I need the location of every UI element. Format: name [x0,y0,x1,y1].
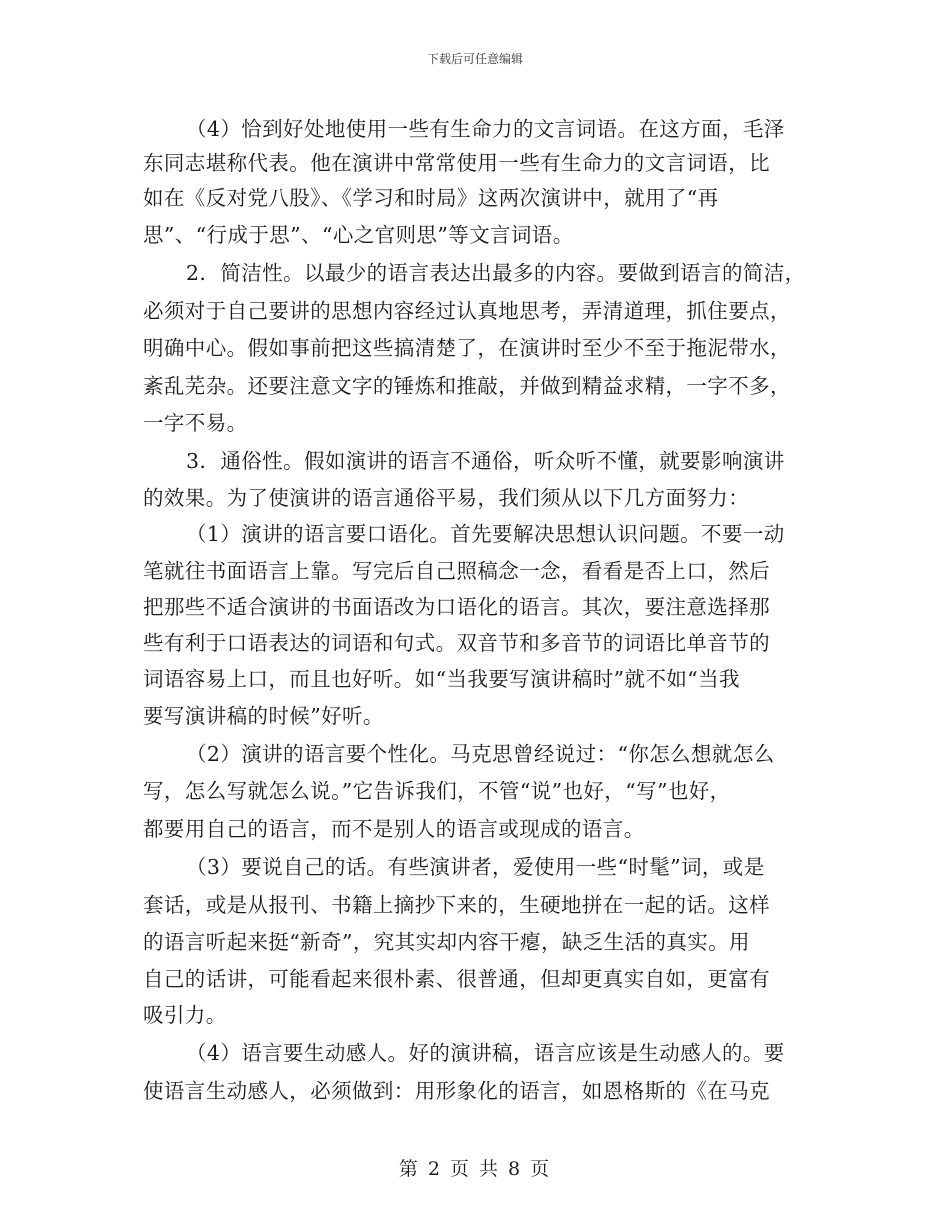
text-line: （4）语言要生动感人。好的演讲稿，语言应该是生动感人的。要 [186,1041,785,1065]
text-line: 写，怎么写就怎么说。”它告诉我们，不管“说”也好，“写”也好， [143,779,731,803]
text-line: 词语容易上口，而且也好听。如“当我要写演讲稿时”就不如“当我 [143,667,740,691]
text-line: 的效果。为了使演讲的语言通俗平易，我们须从以下几方面努力： [143,486,750,510]
text-line: 些有利于口语表达的词语和句式。双音节和多音节的词语比单音节的 [143,631,770,655]
text-line: 一字不易。 [143,411,248,435]
text-line: 自己的话讲，可能看起来很朴素、很普通，但却更真实自如，更富有 [143,967,770,991]
text-line: 吸引力。 [143,1003,227,1027]
text-line: 套话，或是从报刊、书籍上摘抄下来的，生硬地拼在一起的话。这样 [143,893,770,917]
text-line: 都要用自己的语言，而不是别人的语言或现成的语言。 [143,817,645,841]
text-line: 紊乱芜杂。还要注意文字的锤炼和推敲，并做到精益求精，一字不多， [143,374,791,398]
text-line: 明确中心。假如事前把这些搞清楚了，在演讲时至少不至于拖泥带水， [143,336,791,360]
text-line: 思”、“行成于思”、“心之官则思”等文言词语。 [143,223,574,247]
text-line: 东同志堪称代表。他在演讲中常常使用一些有生命力的文言词语，比 [143,151,770,175]
text-line: （1）演讲的语言要口语化。首先要解决思想认识问题。不要一动 [186,522,785,546]
text-line: 2．简洁性。以最少的语言表达出最多的内容。要做到语言的简洁， [186,261,806,285]
text-line: （2）演讲的语言要个性化。马克思曾经说过：“你怎么想就怎么 [186,742,775,766]
text-line: 笔就往书面语言上靠。写完后自己照稿念一念，看看是否上口，然后 [143,559,770,583]
text-line: 要写演讲稿的时候”好听。 [143,704,384,728]
text-line: 3．通俗性。假如演讲的语言不通俗，听众听不懂，就要影响演讲 [186,449,785,473]
page-header: 下载后可任意编辑 [426,52,523,66]
text-line: （3）要说自己的话。有些演讲者，爱使用一些“时髦”词，或是 [186,855,765,879]
text-line: 把那些不适合演讲的书面语改为口语化的语言。其次，要注意选择那 [143,595,770,619]
page-footer: 第 2 页 共 8 页 [398,1158,552,1180]
text-line: 必须对于自己要讲的思想内容经过认真地思考，弄清道理，抓住要点， [143,299,791,323]
text-line: 使语言生动感人，必须做到：用形象化的语言，如恩格斯的《在马克 [143,1079,770,1103]
text-line: 的语言听起来挺“新奇”，究其实却内容干瘪，缺乏生活的真实。用 [143,930,750,954]
text-line: （4）恰到好处地使用一些有生命力的文言词语。在这方面，毛泽 [186,117,785,141]
text-line: 如在《反对党八股》、《学习和时局》这两次演讲中，就用了“再 [143,186,719,210]
